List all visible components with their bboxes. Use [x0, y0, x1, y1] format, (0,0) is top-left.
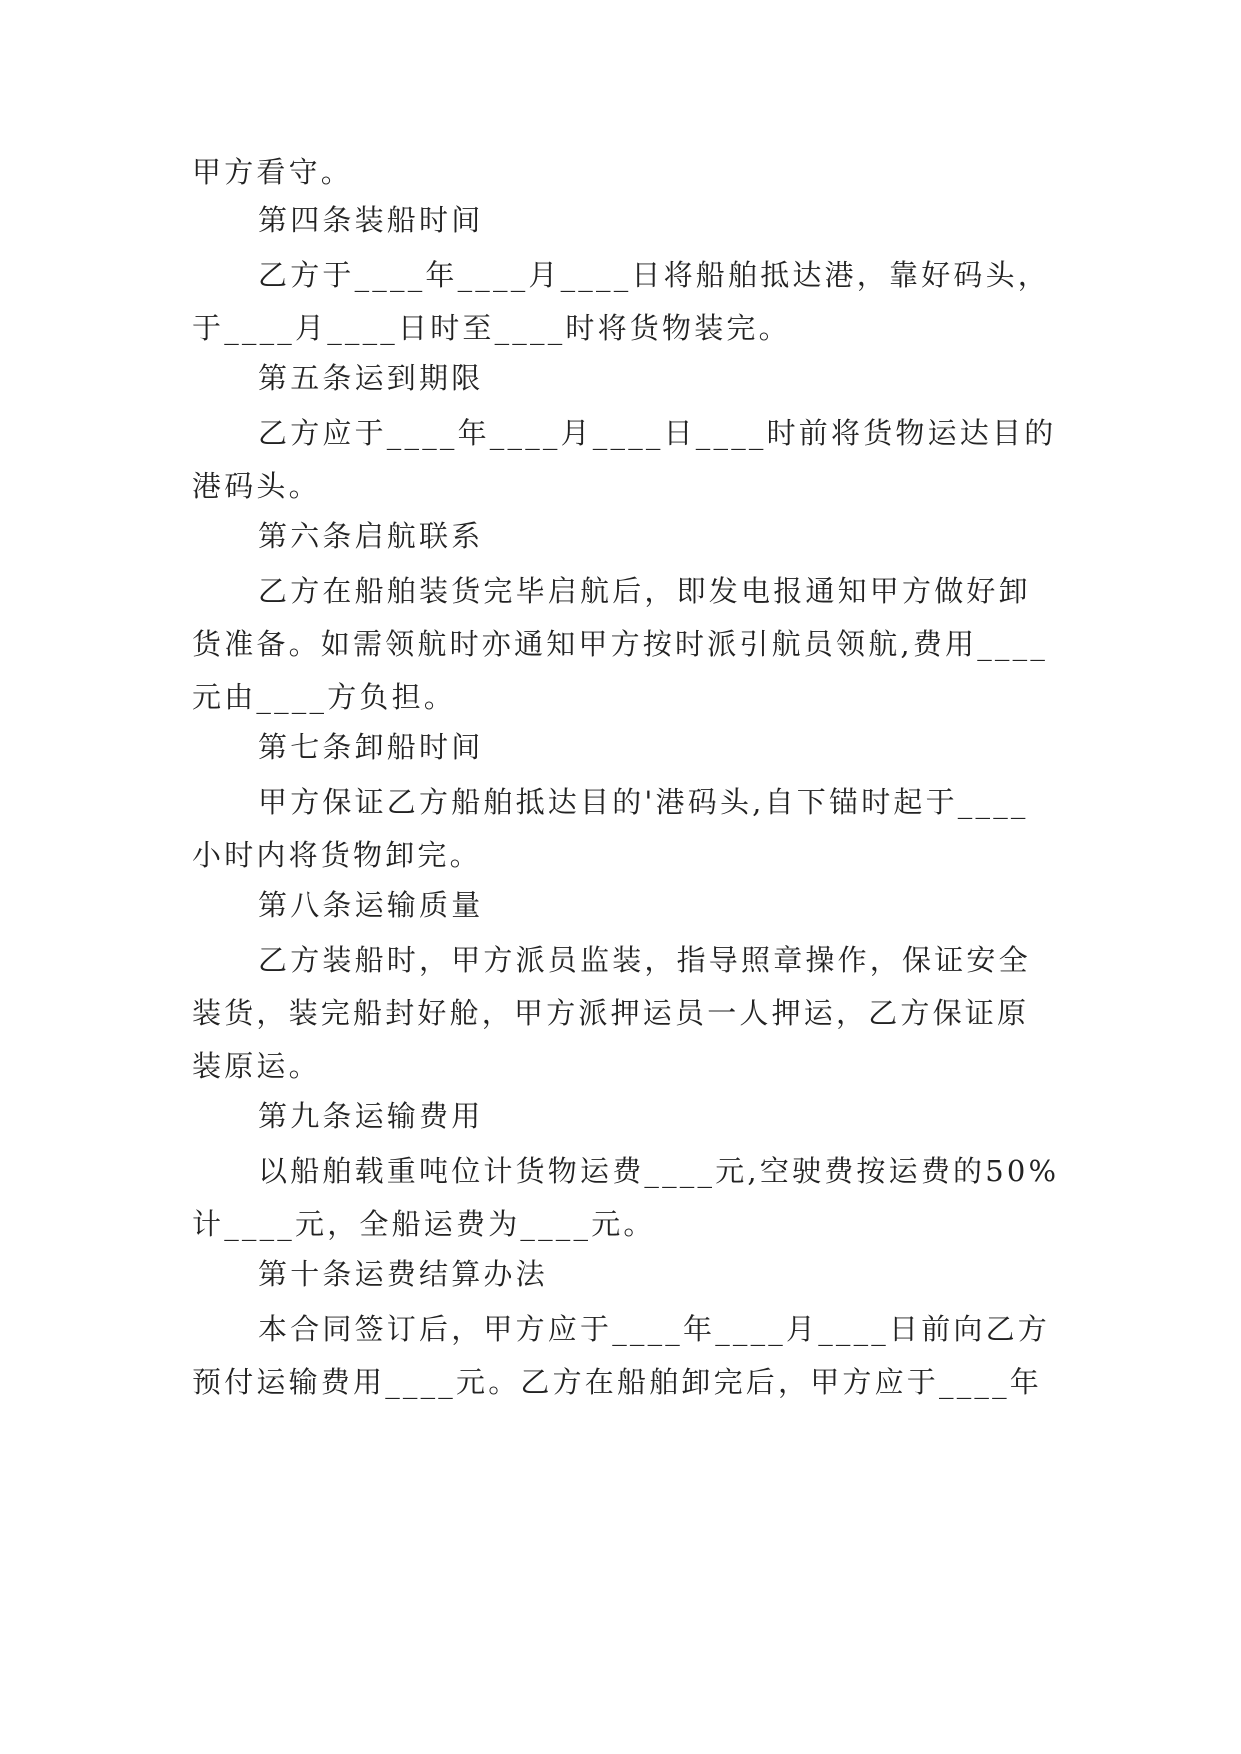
text-line: 小时内将货物卸完。 [192, 838, 482, 872]
article-heading: 第十条运费结算办法 [258, 1257, 548, 1291]
text-line: 港码头。 [192, 469, 321, 503]
article-heading: 第九条运输费用 [258, 1099, 484, 1133]
text-line: 货准备。如需领航时亦通知甲方按时派引航员领航,费用____ [192, 627, 1049, 661]
text-line: 甲方保证乙方船舶抵达目的'港码头,自下锚时起于____ [258, 785, 1029, 819]
text-line: 乙方于____年____月____日将船舶抵达港，靠好码头， [258, 258, 1051, 292]
text-line: 于____月____日时至____时将货物装完。 [192, 311, 791, 345]
article-heading: 第五条运到期限 [258, 361, 484, 395]
text-line: 乙方应于____年____月____日____时前将货物运达目的 [258, 416, 1057, 450]
text-line: 乙方装船时，甲方派员监装，指导照章操作，保证安全 [258, 943, 1031, 977]
text-line: 元由____方负担。 [192, 680, 457, 714]
text-line: 预付运输费用____元。乙方在船舶卸完后，甲方应于____年 [192, 1365, 1043, 1399]
article-heading: 第六条启航联系 [258, 519, 484, 553]
text-line: 甲方看守。 [192, 155, 354, 189]
text-line: 计____元，全船运费为____元。 [192, 1207, 656, 1241]
text-line: 本合同签订后，甲方应于____年____月____日前向乙方 [258, 1312, 1051, 1346]
article-heading: 第四条装船时间 [258, 203, 484, 237]
text-line: 装货，装完船封好舱，甲方派押运员一人押运，乙方保证原 [192, 996, 1030, 1030]
article-heading: 第七条卸船时间 [258, 730, 484, 764]
text-line: 以船舶载重吨位计货物运费____元,空驶费按运费的50% [258, 1154, 1060, 1188]
article-heading: 第八条运输质量 [258, 888, 484, 922]
text-line: 乙方在船舶装货完毕启航后，即发电报通知甲方做好卸 [258, 574, 1031, 608]
text-line: 装原运。 [192, 1049, 321, 1083]
